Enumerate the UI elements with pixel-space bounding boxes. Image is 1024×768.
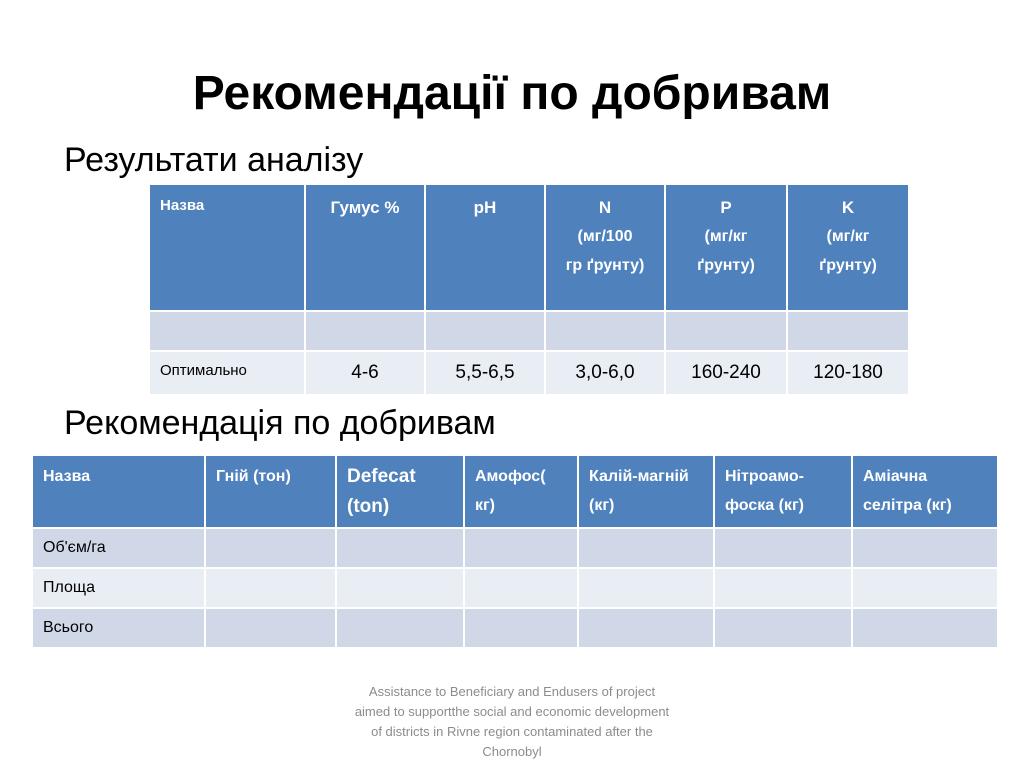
table-row — [32, 528, 998, 568]
table-cell — [336, 568, 464, 608]
table-cell — [714, 608, 852, 648]
row-label: Об'єм/га — [32, 528, 205, 568]
table-cell: 160-240 — [665, 351, 787, 395]
table-cell: 3,0-6,0 — [545, 351, 665, 395]
header-cell-nitroammophoska: Нітроамо-фоска (кг) — [714, 455, 852, 528]
header-cell-name: Назва — [149, 184, 305, 311]
table-cell — [665, 311, 787, 351]
table-row-optimal — [149, 351, 909, 395]
header-cell-n: N (мг/100 гр ґрунту) — [545, 184, 665, 311]
table-cell — [425, 311, 545, 351]
table-cell: 5,5-6,5 — [425, 351, 545, 395]
table-cell — [205, 608, 336, 648]
fertilizer-recommendation-heading: Рекомендація по добривам — [64, 404, 496, 442]
table-cell — [852, 528, 998, 568]
table-cell — [787, 311, 909, 351]
table-header-row — [149, 184, 909, 311]
analysis-results-table — [148, 183, 910, 396]
analysis-results-heading: Результати аналізу — [64, 141, 364, 179]
table-row — [149, 311, 909, 351]
table-cell — [205, 568, 336, 608]
table-cell: 120-180 — [787, 351, 909, 395]
header-cell-manure: Гній (тон) — [205, 455, 336, 528]
table-cell — [578, 608, 714, 648]
table-cell — [714, 568, 852, 608]
table-cell — [464, 568, 578, 608]
project-footer-note: Assistance to Beneficiary and Endusers of project aimed to supportthe social and economic development of districts in Rivne region contaminated after the Chornobyl — [354, 684, 670, 759]
header-cell-potassium-magnesium: Калій-магній (кг) — [578, 455, 714, 528]
table-cell — [714, 528, 852, 568]
table-row — [32, 608, 998, 648]
header-cell-name: Назва — [32, 455, 205, 528]
table-row — [32, 568, 998, 608]
table-cell — [464, 528, 578, 568]
table-cell: 4-6 — [305, 351, 425, 395]
table-cell — [545, 311, 665, 351]
table-cell — [336, 608, 464, 648]
table-cell — [305, 311, 425, 351]
table-cell — [336, 528, 464, 568]
table-cell — [205, 528, 336, 568]
table-cell — [149, 311, 305, 351]
table-cell — [852, 608, 998, 648]
table-cell — [464, 608, 578, 648]
header-cell-defecat: Defecat (ton) — [336, 455, 464, 528]
slide-title: Рекомендації по добривам — [192, 67, 832, 120]
table-cell — [578, 568, 714, 608]
row-label: Всього — [32, 608, 205, 648]
table-cell — [852, 568, 998, 608]
row-label: Оптимально — [149, 351, 305, 395]
header-cell-p: P (мг/кг ґрунту) — [665, 184, 787, 311]
row-label: Площа — [32, 568, 205, 608]
table-cell — [578, 528, 714, 568]
header-cell-ammonium-nitrate: Аміачна селітра (кг) — [852, 455, 998, 528]
fertilizer-recommendation-table — [31, 454, 999, 649]
header-cell-ph: pH — [425, 184, 545, 311]
header-cell-ammophos: Амофос( кг) — [464, 455, 578, 528]
header-cell-k: K (мг/кг ґрунту) — [787, 184, 909, 311]
header-cell-humus: Гумус % — [305, 184, 425, 311]
table-header-row — [32, 455, 998, 528]
